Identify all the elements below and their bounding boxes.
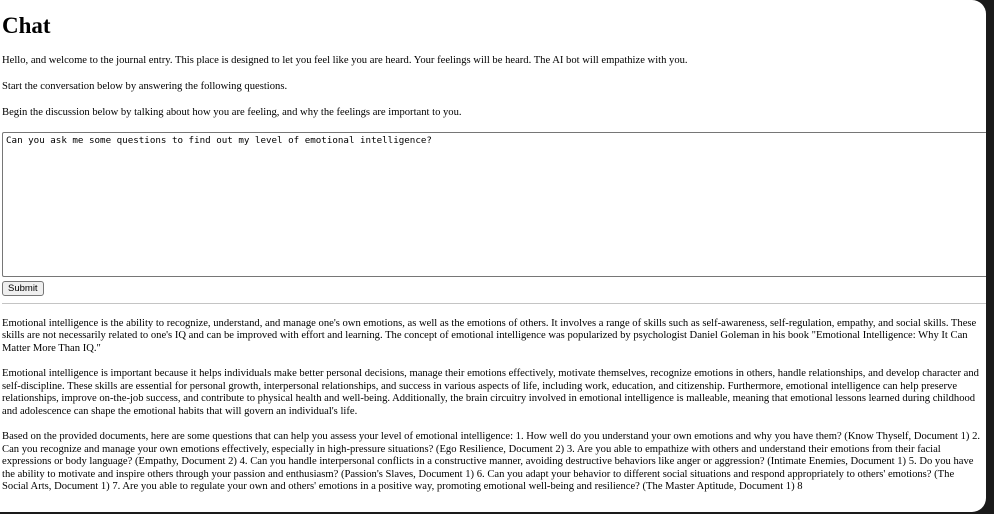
message-input[interactable] <box>2 132 986 277</box>
welcome-text: Hello, and welcome to the journal entry. This place is designed to let you feel like you are heard. Your feelings will be heard. The AI bot will empathize with you. <box>2 55 688 66</box>
response-paragraph: Based on the provided documents, here are some questions that can help you assess your level of emotional intelligence: 1. How well do you understand your own emotions and why you have them? (Know Thyself, Document 1) 2. Can you recognize and manage your own emotions effectively, especially in high-pressure situations? (Ego Resilience, Document 2) 3. Are you able to empathize with others and understand their emotions from their facial expressions or body language? (Empathy, Document 2) 4. Can you handle interpersonal conflicts in a constructive manner, avoiding destructive behaviors like anger or aggression? (Intimate Enemies, Document 1) 5. Do you have the ability to motivate and inspire others through your passion and enthusiasm? (Passion's Slaves, Document 1) 6. Can you adapt your behavior to different social situations and respond appropriately to others' emotions? (The Social Arts, Document 1) 7. Are you able to regulate your own and others' emotions in a positive way, promoting emotional well-being and resilience? (The Master Aptitude, Document 1) 8 <box>2 431 981 492</box>
page-title: Chat <box>2 13 51 38</box>
submit-button[interactable]: Submit <box>2 281 44 296</box>
begin-instructions: Begin the discussion below by talking about how you are feeling, and why the feelings are important to you. <box>2 107 462 118</box>
divider <box>2 303 986 304</box>
start-instructions: Start the conversation below by answering the following questions. <box>2 81 288 92</box>
response-paragraph: Emotional intelligence is the ability to recognize, understand, and manage one's own emotions, as well as the emotions of others. It involves a range of skills such as self-awareness, self-regulation, empathy, and social skills. These skills are not necessarily related to one's IQ and can be improved with effort and learning. The concept of emotional intelligence was popularized by psychologist Daniel Goleman in his book "Emotional Intelligence: Why It Can Matter More Than IQ." <box>2 317 977 354</box>
response-paragraph: Emotional intelligence is important because it helps individuals make better personal decisions, manage their emotions effectively, motivate themselves, recognize emotions in others, handle relationships, and develop character and self-discipline. These skills are essential for personal growth, interpersonal relationships, and success in various aspects of life, including work, education, and citizenship. Furthermore, emotional intelligence can help preserve relationships, improve on-the-job success, and contribute to physical health and well-being. Additionally, the brain circuitry involved in emotional intelligence is malleable, meaning that emotional lessons learned during childhood and adolescence can shape the emotional habits that will govern an individual's life. <box>2 368 979 417</box>
